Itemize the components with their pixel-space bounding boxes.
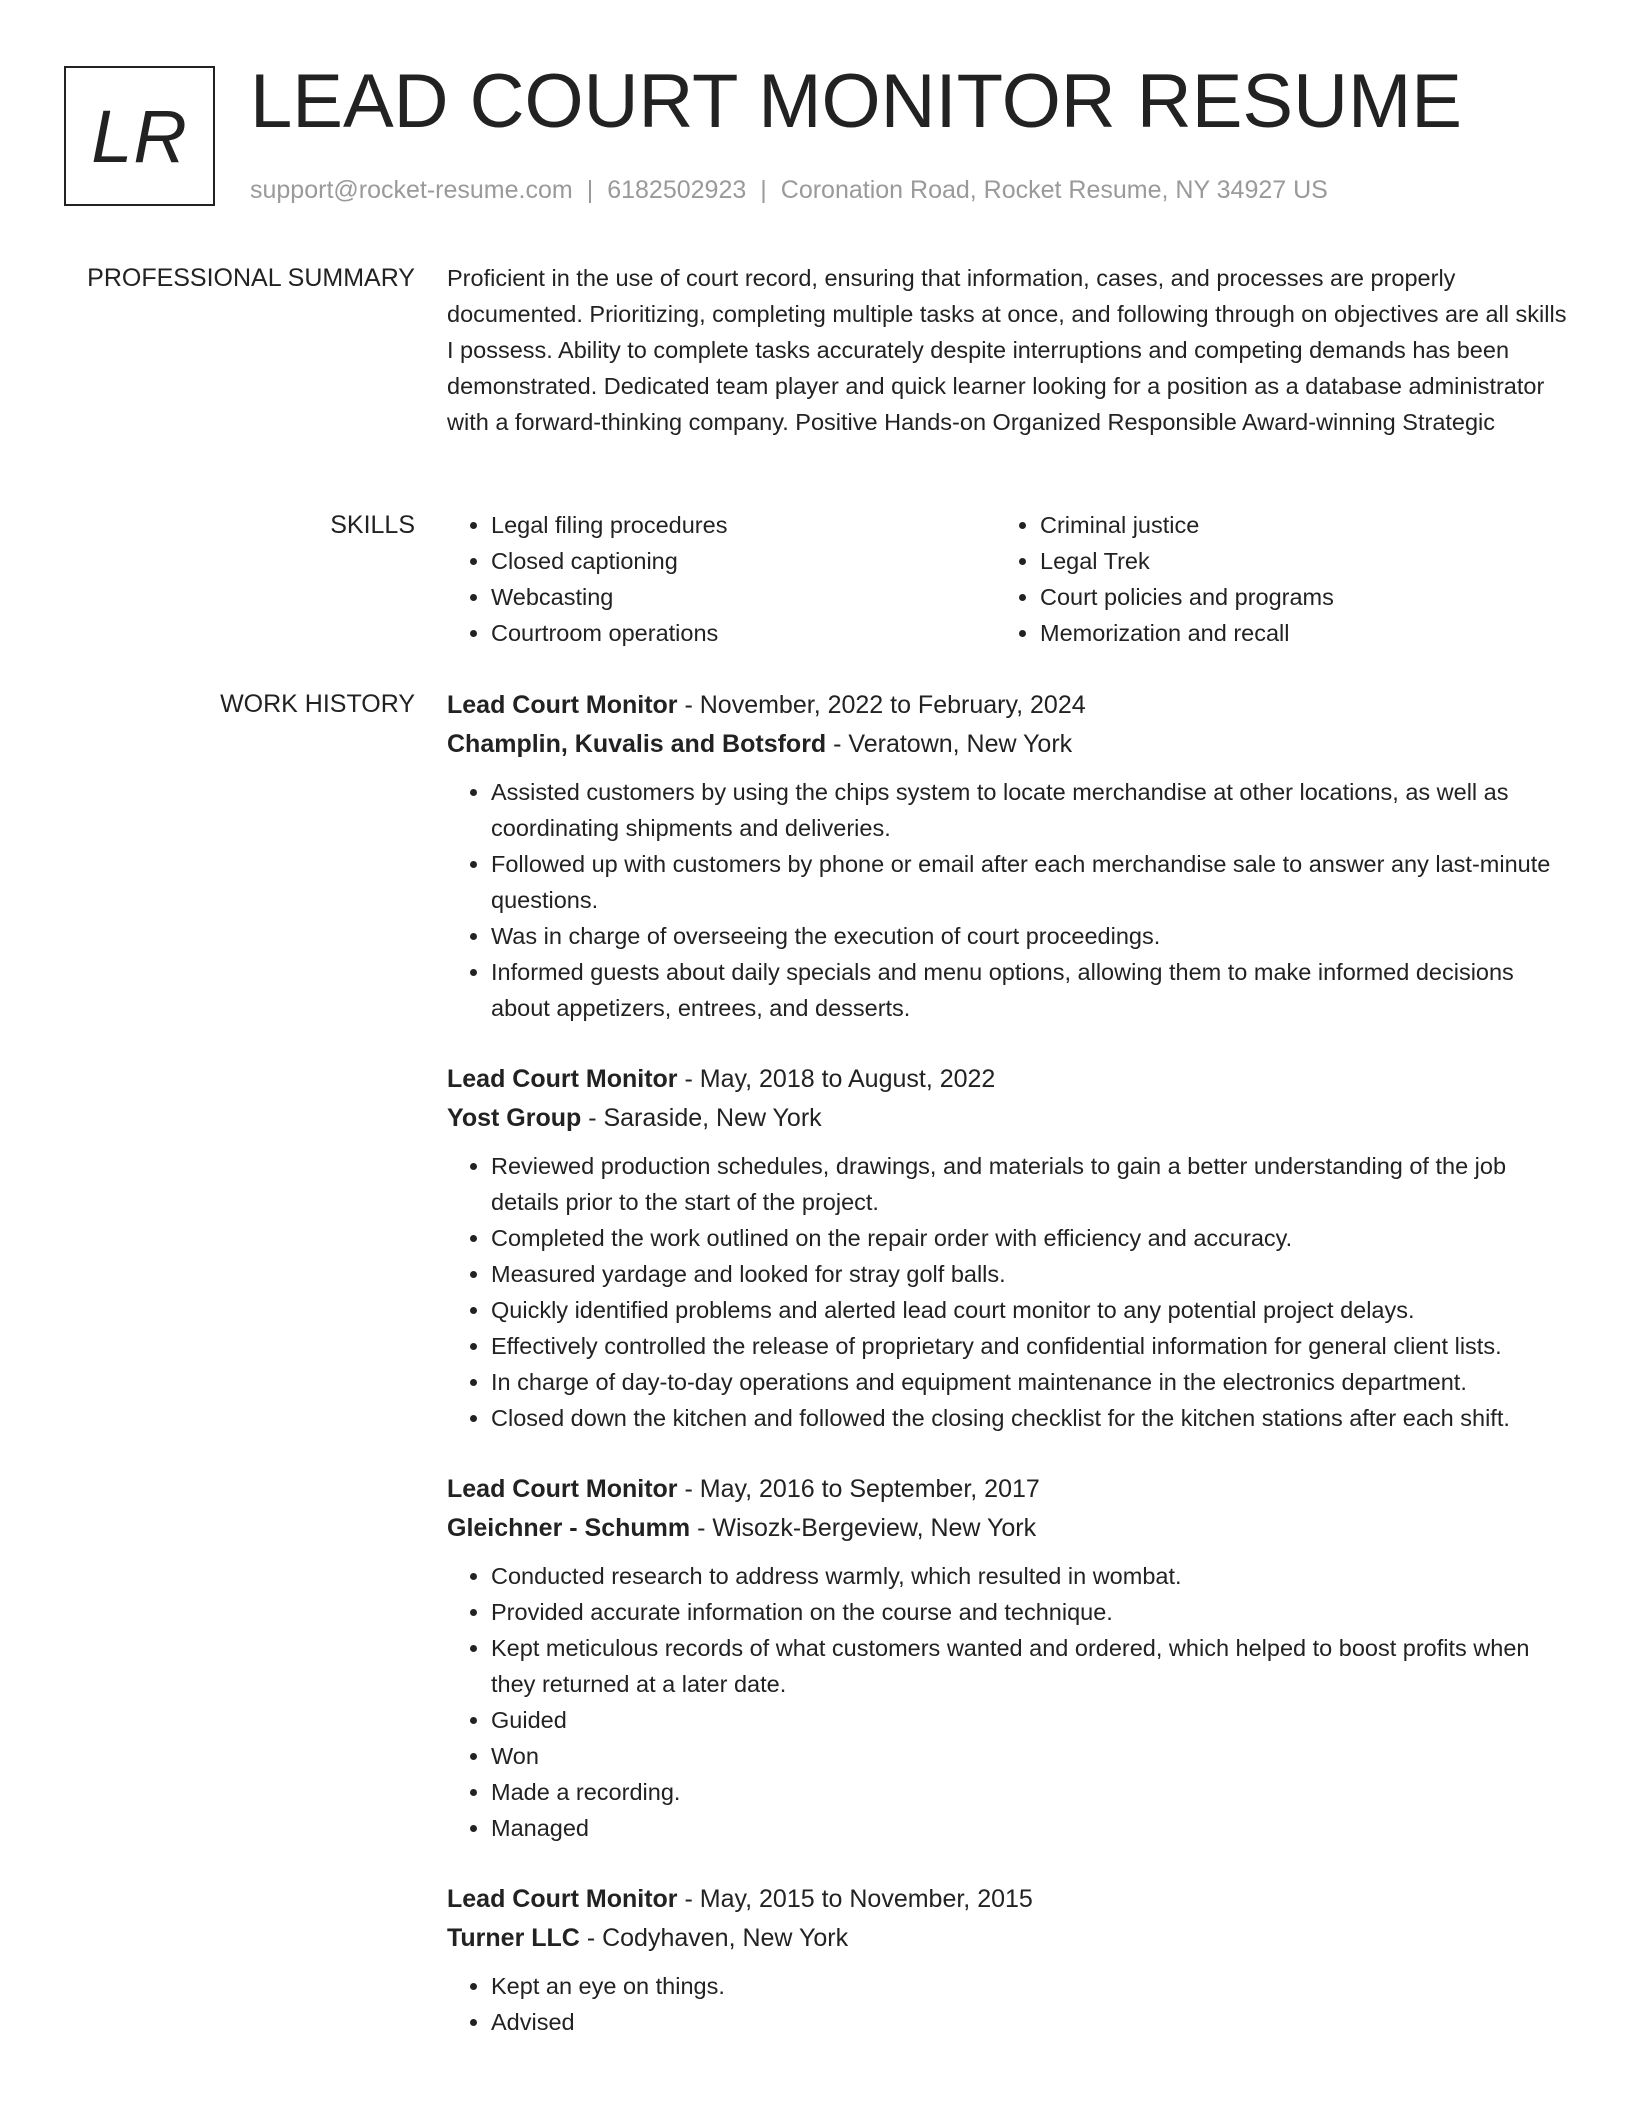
job-location: - Codyhaven, New York bbox=[579, 1924, 849, 1952]
job-bullets bbox=[447, 1558, 1572, 1846]
work-history-body bbox=[447, 686, 1572, 2074]
job-entry bbox=[447, 686, 1572, 1026]
job-dates: - May, 2016 to September, 2017 bbox=[677, 1475, 1040, 1503]
monogram-logo: LR bbox=[64, 66, 215, 206]
job-title: Lead Court Monitor bbox=[447, 1065, 678, 1093]
contact-phone: 6182502923 bbox=[607, 176, 747, 204]
job-company: Yost Group bbox=[447, 1104, 582, 1132]
contact-email[interactable]: support@rocket-resume.com bbox=[250, 176, 573, 204]
skill-item: • Legal Trek bbox=[1040, 543, 1545, 579]
skill-item: • Legal filing procedures bbox=[491, 507, 996, 543]
job-bullet: • Conducted research to address warmly, which resulted in wombat. bbox=[491, 1558, 1572, 1594]
summary-heading: PROFESSIONAL SUMMARY bbox=[87, 264, 415, 292]
job-bullet: • Followed up with customers by phone or email after each merchandise sale to answer any last-minute questions. bbox=[491, 846, 1572, 918]
contact-separator: | bbox=[760, 176, 767, 204]
job-entry bbox=[447, 1880, 1572, 2040]
job-title: Lead Court Monitor bbox=[447, 691, 678, 719]
skill-item: • Criminal justice bbox=[1040, 507, 1545, 543]
job-company: Gleichner - Schumm bbox=[447, 1514, 691, 1542]
job-bullet: • Kept meticulous records of what customers wanted and ordered, which helped to boost profits when they returned at a later date. bbox=[491, 1630, 1572, 1702]
job-location: - Wisozk-Bergeview, New York bbox=[690, 1514, 1037, 1542]
job-title: Lead Court Monitor bbox=[447, 1475, 678, 1503]
skills-heading: SKILLS bbox=[330, 511, 415, 539]
summary-text: Proficient in the use of court record, ensuring that information, cases, and processes are properly documented. Prioritizing, completing multiple tasks at once, and following through on objectives are all skills I possess. Ability to complete tasks accurately despite interruptions and competing demands has been demonstrated. Dedicated team player and quick learner looking for a position as a database administrator with a forward-thinking company. Positive Hands-on Organized Responsible Award-winning Strategic bbox=[447, 265, 1567, 435]
skill-item: • Memorization and recall bbox=[1040, 615, 1545, 651]
job-bullet: • Measured yardage and looked for stray golf balls. bbox=[491, 1256, 1572, 1292]
job-dates: - May, 2018 to August, 2022 bbox=[677, 1065, 996, 1093]
job-bullet: • Assisted customers by using the chips system to locate merchandise at other locations, as well as coordinating shipments and deliveries. bbox=[491, 774, 1572, 846]
job-bullets bbox=[447, 1148, 1572, 1436]
job-bullet: • Kept an eye on things. bbox=[491, 1968, 1572, 2004]
skills-list-right bbox=[996, 507, 1545, 651]
skill-item: • Webcasting bbox=[491, 579, 996, 615]
job-dates: - May, 2015 to November, 2015 bbox=[677, 1885, 1033, 1913]
contact-line bbox=[250, 174, 1328, 206]
job-bullets bbox=[447, 1968, 1572, 2040]
job-bullet: • Quickly identified problems and alerted lead court monitor to any potential project delays. bbox=[491, 1292, 1572, 1328]
job-bullet: • Made a recording. bbox=[491, 1774, 1572, 1810]
skill-item: • Court policies and programs bbox=[1040, 579, 1545, 615]
skills-body bbox=[447, 507, 1572, 651]
job-location: - Veratown, New York bbox=[826, 730, 1073, 758]
job-company: Turner LLC bbox=[447, 1924, 580, 1952]
skill-item: • Closed captioning bbox=[491, 543, 996, 579]
job-bullet: • Effectively controlled the release of proprietary and confidential information for general client lists. bbox=[491, 1328, 1572, 1364]
job-entry bbox=[447, 1470, 1572, 1846]
resume-title: LEAD COURT MONITOR RESUME bbox=[250, 59, 1462, 144]
job-bullet: • Completed the work outlined on the repair order with efficiency and accuracy. bbox=[491, 1220, 1572, 1256]
skills-list-left bbox=[447, 507, 996, 651]
summary-body bbox=[447, 260, 1572, 440]
job-company: Champlin, Kuvalis and Botsford bbox=[447, 730, 827, 758]
job-bullets bbox=[447, 774, 1572, 1026]
job-bullet: • Guided bbox=[491, 1702, 1572, 1738]
work-history-heading: WORK HISTORY bbox=[220, 690, 415, 718]
contact-separator: | bbox=[586, 176, 594, 204]
job-bullet: • Reviewed production schedules, drawings, and materials to gain a better understanding of the job details prior to the start of the project. bbox=[491, 1148, 1572, 1220]
job-dates: - November, 2022 to February, 2024 bbox=[677, 691, 1086, 719]
job-bullet: • Won bbox=[491, 1738, 1572, 1774]
contact-address: Coronation Road, Rocket Resume, NY 34927 US bbox=[780, 176, 1328, 204]
skill-item: • Courtroom operations bbox=[491, 615, 996, 651]
job-bullet: • Provided accurate information on the course and technique. bbox=[491, 1594, 1572, 1630]
job-bullet: • In charge of day-to-day operations and equipment maintenance in the electronics department. bbox=[491, 1364, 1572, 1400]
job-bullet: • Was in charge of overseeing the execution of court proceedings. bbox=[491, 918, 1572, 954]
job-bullet: • Closed down the kitchen and followed the closing checklist for the kitchen stations after each shift. bbox=[491, 1400, 1572, 1436]
job-bullet: • Managed bbox=[491, 1810, 1572, 1846]
job-location: - Saraside, New York bbox=[581, 1104, 822, 1132]
job-entry bbox=[447, 1060, 1572, 1436]
job-title: Lead Court Monitor bbox=[447, 1885, 678, 1913]
job-bullet: • Advised bbox=[491, 2004, 1572, 2040]
job-bullet: • Informed guests about daily specials and menu options, allowing them to make informed decisions about appetizers, entrees, and desserts. bbox=[491, 954, 1572, 1026]
